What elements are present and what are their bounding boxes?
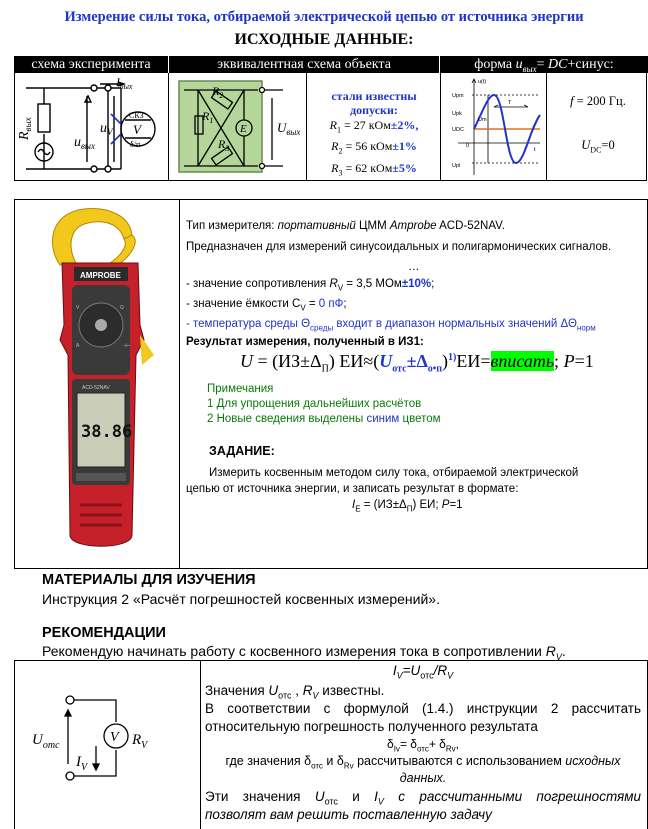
meter-type-line: Тип измерителя: портативный ЦММ Amprobe ACD-52NAV. — [186, 220, 505, 232]
svg-text:Ω: Ω — [120, 305, 124, 311]
r1-label: $R_1$ — [202, 109, 214, 125]
note-1: 1 Для упрощения дальнейших расчётов — [207, 398, 422, 410]
header-col-equivalent: эквивалентная схема объекта — [217, 57, 391, 72]
error-sum-formula: $\delta_{Iv}= \delta_{отс}+ \delta_{Rv}$, — [387, 737, 459, 754]
meter-purpose-line: Предназначен для измерений синусоидальных и полигармонических сигналов. — [186, 241, 612, 253]
udc-label: UDC — [452, 127, 464, 133]
task-line-1: Измерить косвенным методом силу тока, отбираемой электрической — [209, 467, 579, 479]
table-divider — [168, 73, 169, 181]
write-in-placeholder: вписать — [490, 351, 555, 371]
waveform-diagram — [448, 75, 542, 179]
u-t-label: u(t) — [478, 79, 487, 85]
table-divider — [200, 660, 201, 829]
u-v-label: $u_V$ — [100, 121, 113, 137]
svg-text:A: A — [76, 343, 80, 349]
um-label: Um — [478, 117, 487, 123]
known-values-line: Значения $U_{отс}$ , $R_V$ известны. — [205, 683, 385, 701]
tolerance-row-r2: $R_2 = 56$ кОм±1% — [331, 139, 417, 156]
meter-display-reading: 38.86 — [81, 422, 133, 442]
instruction-line-2: относительную погрешность полученного результата — [205, 719, 538, 734]
task-heading: ЗАДАНИЕ: — [209, 444, 275, 458]
instruction-line-3: где значения $\delta_{отс}$ и $\delta_{Rv}$ рассчитываются с использованием исходных — [225, 754, 621, 771]
materials-heading: МАТЕРИАЛЫ ДЛЯ ИЗУЧЕНИЯ — [42, 572, 256, 588]
tolerances-heading-1: стали известны — [331, 89, 417, 103]
ohm-law-formula: $I_V=U_{отс}/R_V$ — [392, 663, 454, 681]
note-2: 2 Новые сведения выделены синим цветом — [207, 413, 441, 425]
ellipsis: … — [408, 261, 420, 273]
result-heading: Результат измерения, полученный в ИЗ1: — [186, 336, 424, 348]
header-col-waveform: форма $u_{вых}=$ DC+синус: — [474, 57, 614, 74]
section-title-initial-data: ИСХОДНЫЕ ДАННЫЕ: — [234, 31, 414, 48]
zero-label: 0 — [466, 143, 470, 149]
tolerances-block — [312, 89, 436, 181]
udc-value: $U_{DC}=0$ — [581, 138, 615, 155]
u-out-label: $U_{вых}$ — [277, 120, 301, 137]
r3-label: $R_3$ — [218, 137, 230, 153]
t-axis-label: t — [534, 147, 536, 153]
svg-text:⊣⊢: ⊣⊢ — [122, 343, 131, 349]
tolerances-heading-2: допуски: — [350, 103, 398, 117]
meter-v-label: V — [133, 122, 141, 137]
voltmeter-v-label: V — [110, 730, 119, 745]
instruction-line-6: позволят вам решить поставленную задачу — [205, 807, 492, 822]
meter-temperature-line: - температура среды $\Theta_{среды}$ входит в диапазон нормальных значений $\Delta\Theta_{норм}$ — [186, 318, 596, 333]
instruction-line-4: данных. — [399, 771, 447, 785]
task-line-2: цепью от источника энергии, и записать результат в формате: — [186, 483, 519, 495]
instruction-line-1: В соответствии с формулой (1.4.) инструкции 2 рассчитать — [205, 701, 641, 716]
meter-model: ACD-52NAV — [82, 385, 110, 391]
instruction-line-5: Эти значения $U_{отс}$ и $I_V$ с рассчитанными погрешностями — [205, 789, 642, 807]
r2-label: $R_2$ — [212, 84, 224, 100]
meter-rms-label: СКЗ — [129, 111, 144, 120]
table-divider — [546, 73, 547, 181]
i-out-label: $I_{вых}$ — [116, 75, 133, 91]
recommendations-heading: РЕКОМЕНДАЦИИ — [42, 625, 166, 641]
table-divider — [440, 73, 441, 181]
page-title: Измерение силы тока, отбираемой электрической цепью от источника энергии — [64, 9, 584, 25]
meter-resistance-line: - значение сопротивления $R_V = 3,5$ МОм±10%; — [186, 278, 435, 293]
meter-capacitance-line: - значение ёмкости $С_V = 0$ пФ; — [186, 298, 347, 313]
upl-label: Upl — [452, 163, 461, 169]
upm-label: Upm — [452, 93, 464, 99]
experiment-scheme-diagram — [16, 74, 166, 180]
rv-label: $R_V$ — [132, 732, 148, 751]
equivalent-scheme-diagram — [178, 80, 303, 176]
section-divider — [179, 199, 180, 569]
upk-label: Upk — [452, 111, 462, 117]
tolerance-row-r1: $R_1 = 27$ кОм±2%, — [329, 118, 419, 135]
frequency-value: f = 200 Гц. — [570, 94, 626, 108]
table-divider — [306, 73, 307, 181]
table-header — [14, 56, 648, 73]
iv-label: $I_V$ — [76, 754, 88, 773]
voltmeter-circuit-diagram — [20, 680, 195, 790]
u-out-label: $u_{вых}$ — [74, 135, 95, 151]
materials-text: Инструкция 2 «Расчёт погрешностей косвенных измерений». — [42, 591, 440, 607]
task-formula: $I_E = (ИЗ\pm\Delta_П)$ ЕИ; P=1 — [352, 499, 463, 514]
clamp-meter-image — [40, 205, 165, 563]
tolerance-row-r3: $R_3 = 62$ кОм±5% — [331, 160, 417, 178]
header-col-scheme: схема эксперимента — [31, 57, 151, 72]
meter-brand: AMPROBE — [80, 271, 121, 280]
recommendations-text: Рекомендую начинать работу с косвенного измерения тока в сопротивлении $R_V$. — [42, 643, 566, 662]
period-label: T — [508, 100, 512, 106]
svg-text:V: V — [76, 305, 80, 311]
e-label: E — [240, 123, 247, 135]
r-out-label: $R_{вых}$ — [17, 117, 33, 140]
u-otc-label: $U_{отс}$ — [32, 732, 60, 751]
result-formula: $U = (ИЗ\pm\Delta_П)$ $ЕИ\approx(U_{отс}\pm\Delta_{о•п})^{1)}ЕИ=вписать$; P=1 — [240, 351, 594, 375]
notes-title: Примечания — [207, 383, 274, 395]
meter-delta-label: δ/п — [130, 140, 141, 149]
